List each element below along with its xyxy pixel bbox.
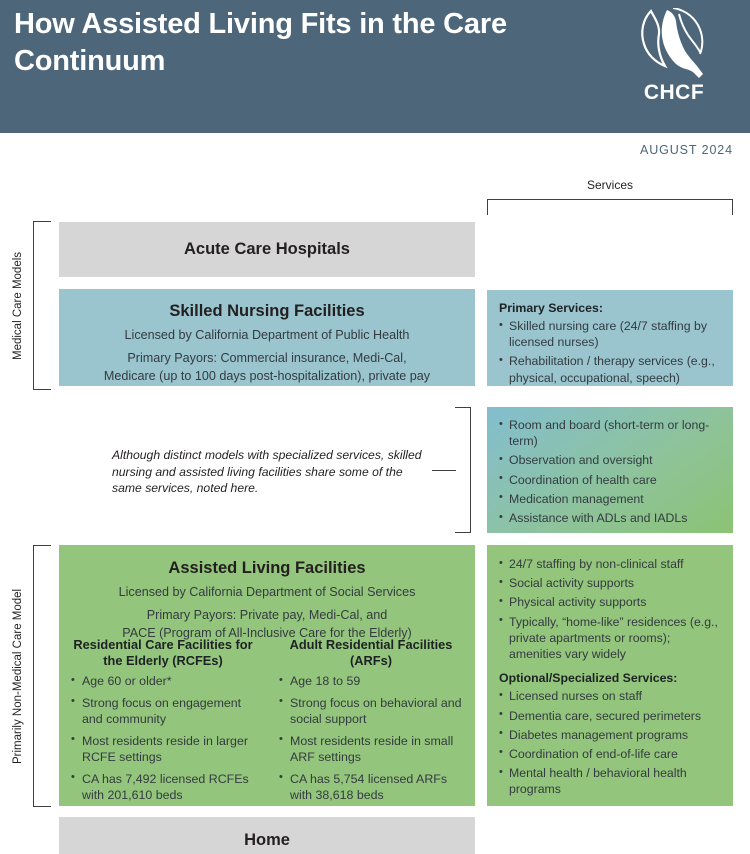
skilled-nursing-facilities-box <box>59 289 475 386</box>
chcf-logo <box>614 8 734 118</box>
list-item: • Age 60 or older* <box>71 673 255 690</box>
list-item: • CA has 5,754 licensed ARFs with 38,618 beds <box>279 771 463 804</box>
list-item: • Rehabilitation / therapy services (e.g., physical, occupational, speech) <box>499 353 721 385</box>
list-item: • Coordination of health care <box>499 472 721 488</box>
list-item: • Mental health / behavioral health programs <box>499 765 721 797</box>
list-item: • Licensed nurses on staff <box>499 688 721 704</box>
list-item: • Most residents reside in larger RCFE settings <box>71 733 255 766</box>
non-medical-care-bracket <box>33 545 51 807</box>
alf-payors-line1: Primary Payors: Private pay, Medi-Cal, and <box>146 608 388 623</box>
list-item: • 24/7 staffing by non-clinical staff <box>499 556 721 572</box>
list-item: • Room and board (short-term or long-term) <box>499 417 721 449</box>
optional-services-heading: Optional/Specialized Services: <box>499 671 678 686</box>
list-item: • Strong focus on engagement and community <box>71 695 255 728</box>
arf-list <box>279 673 463 804</box>
snf-payors-line2: Medicare (up to 100 days post-hospitalization), private pay <box>103 368 431 383</box>
list-item: • Age 18 to 59 <box>279 673 463 690</box>
alf-subcategory-columns <box>59 637 475 809</box>
logo-text: CHCF <box>643 81 705 104</box>
list-item: • CA has 7,492 licensed RCFEs with 201,610 beds <box>71 771 255 804</box>
snf-payors-line1: Primary Payors: Commercial insurance, Medi-Cal, <box>127 351 407 366</box>
page-title: How Assisted Living Fits in the Care Continuum <box>14 8 507 77</box>
list-item: • Medication management <box>499 491 721 507</box>
list-item: • Social activity supports <box>499 575 721 591</box>
optional-services-list <box>499 688 721 797</box>
alf-services-box <box>487 545 733 806</box>
publication-date: AUGUST 2024 <box>639 143 733 157</box>
shared-services-list <box>499 417 721 526</box>
arf-column <box>267 637 475 809</box>
alf-services-list <box>499 556 721 662</box>
non-medical-care-label: Primarily Non-Medical Care Model <box>12 588 24 764</box>
list-item: • Coordination of end-of-life care <box>499 746 721 762</box>
rcfe-title: Residential Care Facilities for the Elderly (RCFEs) <box>73 637 253 668</box>
list-item: • Skilled nursing care (24/7 staffing by licensed nurses) <box>499 318 721 350</box>
acute-care-title: Acute Care Hospitals <box>184 240 350 258</box>
list-item: • Dementia care, secured perimeters <box>499 708 721 724</box>
shared-services-bracket <box>455 407 471 533</box>
rcfe-column <box>59 637 267 809</box>
shared-services-box <box>487 407 733 533</box>
alf-title: Assisted Living Facilities <box>168 559 366 577</box>
home-title: Home <box>244 830 290 849</box>
california-outline-icon <box>637 8 711 80</box>
medical-care-bracket <box>33 221 51 390</box>
home-box <box>59 817 475 854</box>
medical-care-label: Medical Care Models <box>12 251 24 360</box>
alf-licensed-by: Licensed by California Department of Social Services <box>118 585 416 599</box>
list-item: • Typically, “home-like” residences (e.g., private apartments or rooms); amenities vary widely <box>499 614 721 663</box>
rcfe-list <box>71 673 255 804</box>
snf-title: Skilled Nursing Facilities <box>169 302 365 320</box>
shared-services-note: Although distinct models with specialized services, skilled nursing and assisted living facilities share some of the same services, noted here. <box>112 448 422 496</box>
services-bracket <box>487 199 733 215</box>
snf-licensed-by: Licensed by California Department of Public Health <box>124 328 410 342</box>
list-item: • Observation and oversight <box>499 452 721 468</box>
primary-services-list <box>499 318 721 386</box>
services-column-label: Services <box>586 178 633 192</box>
list-item: • Assistance with ADLs and IADLs <box>499 510 721 526</box>
acute-care-hospitals-box <box>59 222 475 277</box>
primary-services-heading: Primary Services: <box>499 301 603 315</box>
header-band <box>0 0 750 133</box>
list-item: • Strong focus on behavioral and social support <box>279 695 463 728</box>
alf-payors-line2: PACE (Program of All-Inclusive Care for the Elderly) <box>122 625 412 640</box>
arf-title: Adult Residential Facilities (ARFs) <box>289 637 453 668</box>
list-item: • Diabetes management programs <box>499 727 721 743</box>
list-item: • Most residents reside in small ARF settings <box>279 733 463 766</box>
list-item: • Physical activity supports <box>499 594 721 610</box>
shared-services-leader-line <box>432 470 456 471</box>
primary-services-box <box>487 290 733 386</box>
